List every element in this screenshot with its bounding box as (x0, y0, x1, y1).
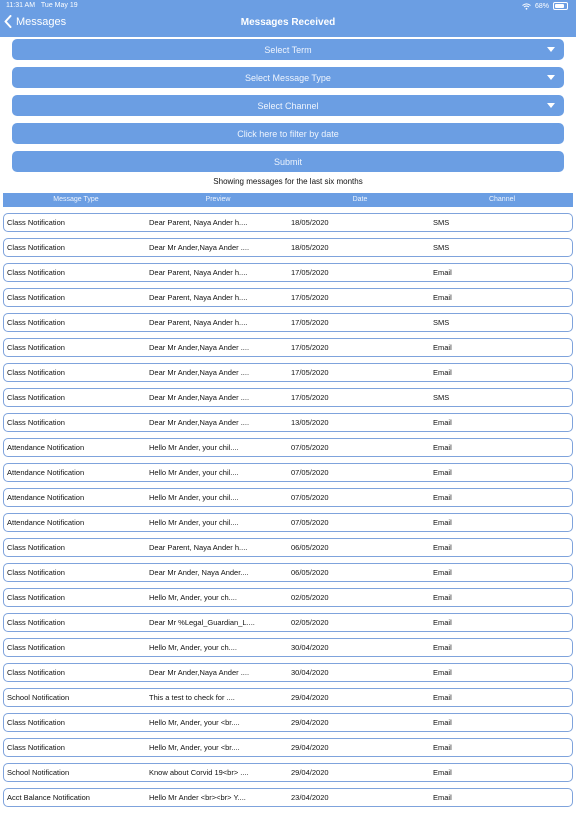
table-row[interactable] (3, 513, 573, 532)
date-cell: 18/05/2020 (291, 243, 329, 252)
table-row[interactable] (3, 313, 573, 332)
date-cell: 17/05/2020 (291, 268, 329, 277)
preview-cell: Hello Mr Ander <br><br> Y.... (149, 793, 246, 802)
channel-cell: Email (433, 693, 452, 702)
table-row[interactable] (3, 738, 573, 757)
date-cell: 02/05/2020 (291, 618, 329, 627)
preview-cell: Dear Parent, Naya Ander h.... (149, 268, 248, 277)
message-type-cell: Class Notification (7, 718, 65, 727)
message-list (3, 213, 573, 813)
table-row[interactable] (3, 238, 573, 257)
date-cell: 07/05/2020 (291, 443, 329, 452)
preview-cell: Dear Parent, Naya Ander h.... (149, 218, 248, 227)
wifi-icon (522, 3, 531, 10)
date-cell: 29/04/2020 (291, 768, 329, 777)
preview-cell: Know about Corvid 19<br> .... (149, 768, 249, 777)
channel-cell: Email (433, 593, 452, 602)
nav-bar (0, 0, 576, 37)
table-row[interactable] (3, 713, 573, 732)
message-type-cell: Class Notification (7, 743, 65, 752)
preview-cell: Hello Mr, Ander, your ch.... (149, 643, 237, 652)
date-cell: 07/05/2020 (291, 493, 329, 502)
select-message-type-dropdown[interactable] (12, 67, 564, 88)
preview-cell: Dear Mr %Legal_Guardian_L.... (149, 618, 255, 627)
channel-cell: Email (433, 493, 452, 502)
date-cell: 07/05/2020 (291, 468, 329, 477)
preview-cell: Dear Mr Ander,Naya Ander .... (149, 368, 250, 377)
table-row[interactable] (3, 413, 573, 432)
preview-cell: Dear Parent, Naya Ander h.... (149, 318, 248, 327)
channel-cell: Email (433, 768, 452, 777)
date-cell: 17/05/2020 (291, 393, 329, 402)
select-term-dropdown[interactable] (12, 39, 564, 60)
select-channel-label: Select Channel (257, 100, 319, 111)
status-right (522, 2, 568, 10)
channel-cell: Email (433, 268, 452, 277)
battery-icon (553, 2, 568, 10)
date-cell: 13/05/2020 (291, 418, 329, 427)
date-cell: 07/05/2020 (291, 518, 329, 527)
message-type-cell: Class Notification (7, 668, 65, 677)
preview-cell: Dear Mr Ander,Naya Ander .... (149, 668, 250, 677)
message-type-cell: Attendance Notification (7, 443, 85, 452)
message-type-cell: Class Notification (7, 243, 65, 252)
channel-cell: Email (433, 793, 452, 802)
date-cell: 23/04/2020 (291, 793, 329, 802)
message-type-cell: School Notification (7, 768, 70, 777)
date-cell: 29/04/2020 (291, 693, 329, 702)
column-header: Date (352, 196, 368, 203)
message-type-cell: Class Notification (7, 293, 65, 302)
date-cell: 02/05/2020 (291, 593, 329, 602)
channel-cell: Email (433, 543, 452, 552)
channel-cell: Email (433, 668, 452, 677)
table-row[interactable] (3, 463, 573, 482)
table-row[interactable] (3, 638, 573, 657)
message-type-cell: Class Notification (7, 543, 65, 552)
column-header: Message Type (53, 196, 99, 203)
back-label: Messages (16, 15, 67, 28)
date-cell: 06/05/2020 (291, 543, 329, 552)
preview-cell: Dear Mr Ander,Naya Ander .... (149, 243, 250, 252)
table-header (3, 193, 573, 207)
preview-cell: Hello Mr, Ander, your ch.... (149, 593, 237, 602)
filter-by-date-label: Click here to filter by date (237, 128, 339, 139)
preview-cell: Hello Mr Ander, your chil.... (149, 443, 239, 452)
channel-cell: Email (433, 568, 452, 577)
table-row[interactable] (3, 688, 573, 707)
channel-cell: Email (433, 718, 452, 727)
table-row[interactable] (3, 338, 573, 357)
message-type-cell: Acct Balance Notification (7, 793, 90, 802)
message-type-cell: Class Notification (7, 368, 65, 377)
table-row[interactable] (3, 488, 573, 507)
select-message-type-label: Select Message Type (245, 72, 331, 83)
preview-cell: Hello Mr, Ander, your <br.... (149, 718, 240, 727)
message-type-cell: Class Notification (7, 643, 65, 652)
message-type-cell: School Notification (7, 693, 70, 702)
table-row[interactable] (3, 213, 573, 232)
table-row[interactable] (3, 288, 573, 307)
table-row[interactable] (3, 363, 573, 382)
message-type-cell: Attendance Notification (7, 468, 85, 477)
table-row[interactable] (3, 788, 573, 807)
preview-cell: Hello Mr Ander, your chil.... (149, 518, 239, 527)
caret-down-icon (547, 75, 555, 80)
message-type-cell: Class Notification (7, 618, 65, 627)
date-cell: 30/04/2020 (291, 643, 329, 652)
table-row[interactable] (3, 438, 573, 457)
channel-cell: SMS (433, 218, 450, 227)
date-cell: 18/05/2020 (291, 218, 329, 227)
channel-cell: Email (433, 743, 452, 752)
table-row[interactable] (3, 663, 573, 682)
channel-cell: Email (433, 643, 452, 652)
date-cell: 29/04/2020 (291, 718, 329, 727)
date-cell: 17/05/2020 (291, 343, 329, 352)
column-header: Channel (488, 196, 516, 203)
channel-cell: SMS (433, 318, 450, 327)
preview-cell: Dear Mr Ander, Naya Ander.... (149, 568, 249, 577)
channel-cell: Email (433, 368, 452, 377)
page-title: Messages Received (240, 17, 336, 28)
message-type-cell: Class Notification (7, 268, 65, 277)
caret-down-icon (547, 47, 555, 52)
table-row[interactable] (3, 388, 573, 407)
preview-cell: Hello Mr Ander, your chil.... (149, 468, 239, 477)
channel-cell: Email (433, 618, 452, 627)
date-cell: 30/04/2020 (291, 668, 329, 677)
channel-cell: Email (433, 468, 452, 477)
select-term-label: Select Term (264, 44, 312, 55)
status-time-date (6, 2, 78, 9)
date-cell: 29/04/2020 (291, 743, 329, 752)
message-type-cell: Class Notification (7, 393, 65, 402)
date-cell: 17/05/2020 (291, 318, 329, 327)
table-row[interactable] (3, 588, 573, 607)
showing-info: Showing messages for the last six months (213, 177, 363, 186)
table-row[interactable] (3, 538, 573, 557)
message-type-cell: Class Notification (7, 318, 65, 327)
status-time: 11:31 AM (6, 2, 36, 9)
date-cell: 17/05/2020 (291, 368, 329, 377)
submit-button[interactable] (12, 151, 564, 172)
preview-cell: Hello Mr Ander, your chil.... (149, 493, 239, 502)
table-row[interactable] (3, 763, 573, 782)
preview-cell: This a test to check for .... (149, 693, 235, 702)
submit-label: Submit (273, 156, 302, 167)
channel-cell: Email (433, 293, 452, 302)
channel-cell: SMS (433, 393, 450, 402)
preview-cell: Hello Mr, Ander, your <br.... (149, 743, 240, 752)
date-cell: 17/05/2020 (291, 293, 329, 302)
table-row[interactable] (3, 563, 573, 582)
channel-cell: Email (433, 343, 452, 352)
channel-cell: SMS (433, 243, 450, 252)
channel-cell: Email (433, 443, 452, 452)
filter-by-date-button[interactable] (12, 123, 564, 144)
table-row[interactable] (3, 263, 573, 282)
preview-cell: Dear Mr Ander,Naya Ander .... (149, 343, 250, 352)
message-type-cell: Class Notification (7, 343, 65, 352)
table-row[interactable] (3, 613, 573, 632)
message-type-cell: Class Notification (7, 593, 65, 602)
preview-cell: Dear Parent, Naya Ander h.... (149, 293, 248, 302)
preview-cell: Dear Parent, Naya Ander h.... (149, 543, 248, 552)
message-type-cell: Class Notification (7, 568, 65, 577)
column-header: Preview (205, 196, 231, 203)
message-type-cell: Attendance Notification (7, 493, 85, 502)
status-date: Tue May 19 (40, 2, 78, 9)
battery-percent: 68% (534, 2, 549, 10)
select-channel-dropdown[interactable] (12, 95, 564, 116)
message-type-cell: Attendance Notification (7, 518, 85, 527)
caret-down-icon (547, 103, 555, 108)
date-cell: 06/05/2020 (291, 568, 329, 577)
channel-cell: Email (433, 418, 452, 427)
preview-cell: Dear Mr Ander,Naya Ander .... (149, 418, 250, 427)
message-type-cell: Class Notification (7, 218, 65, 227)
preview-cell: Dear Mr Ander,Naya Ander .... (149, 393, 250, 402)
channel-cell: Email (433, 518, 452, 527)
message-type-cell: Class Notification (7, 418, 65, 427)
